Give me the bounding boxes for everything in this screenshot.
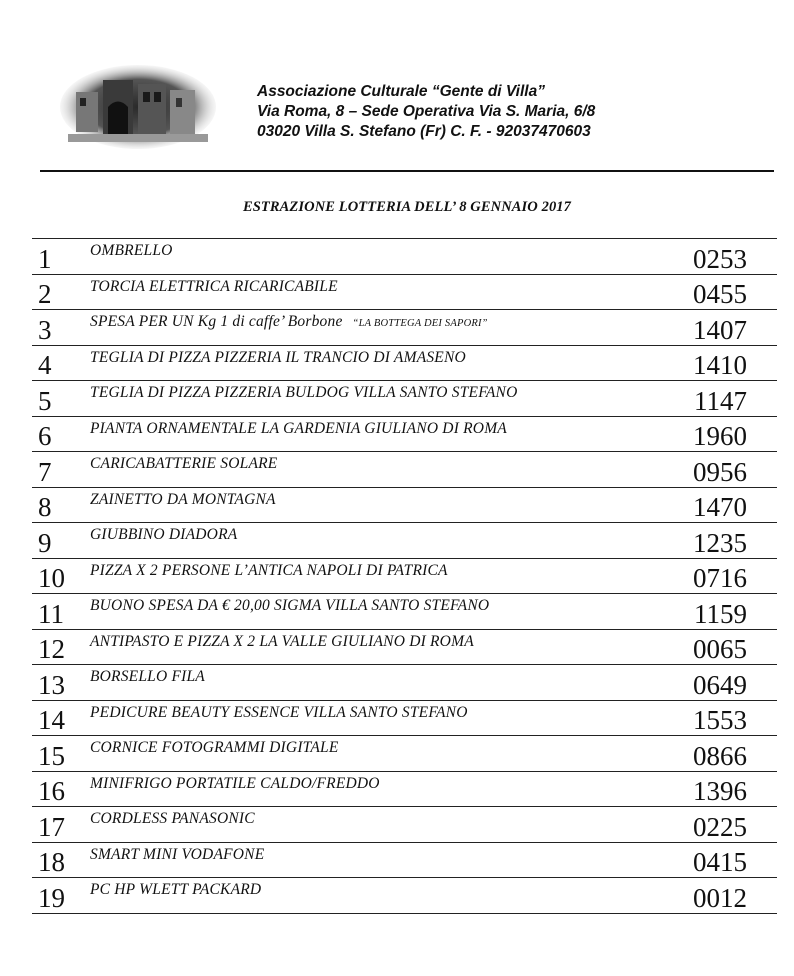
prize-note: “LA BOTTEGA DEI SAPORI”	[352, 318, 488, 329]
prize-description	[90, 313, 488, 331]
prize-description	[90, 597, 489, 615]
prize-description	[90, 739, 339, 757]
prize-description	[90, 704, 468, 722]
winning-ticket-number: 0866	[693, 740, 747, 771]
table-row	[32, 736, 777, 772]
prize-number: 4	[38, 350, 52, 380]
prize-number: 5	[38, 385, 52, 416]
table-row	[32, 594, 777, 630]
winning-ticket-number: 1960	[693, 421, 747, 451]
table-row	[32, 275, 777, 311]
prize-number: 14	[38, 705, 65, 735]
prize-number: 3	[38, 314, 52, 345]
table-row	[32, 381, 777, 417]
prize-text: SMART MINI VODAFONE	[90, 845, 265, 863]
winning-ticket-number: 1410	[693, 350, 747, 380]
prize-text: PIANTA ORNAMENTALE LA GARDENIA GIULIANO DI ROMA	[90, 419, 507, 437]
prize-number: 9	[38, 527, 52, 558]
table-row	[32, 843, 777, 879]
prize-number: 2	[38, 279, 52, 309]
prize-text: BORSELLO FILA	[90, 668, 205, 685]
table-row	[32, 665, 777, 701]
table-row	[32, 452, 777, 488]
winning-ticket-number: 0956	[693, 456, 747, 487]
header-line-3: 03020 Villa S. Stefano (Fr) C. F. - 92037470603	[257, 123, 591, 140]
prize-number: 18	[38, 847, 65, 877]
table-row	[32, 310, 777, 346]
prize-number: 6	[38, 421, 52, 451]
prize-text: GIUBBINO DIADORA	[90, 526, 238, 543]
prize-description	[90, 775, 380, 793]
prize-text: SPESA PER UN Kg 1 di caffe’ Borbone	[90, 313, 343, 330]
winning-ticket-number: 1147	[694, 385, 747, 416]
table-row	[32, 523, 777, 559]
winning-ticket-number: 1396	[693, 776, 747, 806]
prize-description	[90, 242, 173, 260]
header-line-1: Associazione Culturale “Gente di Villa”	[257, 83, 545, 100]
prize-description	[90, 278, 338, 296]
winning-ticket-number: 1407	[693, 314, 747, 345]
winning-ticket-number: 0065	[693, 634, 747, 664]
lottery-results-table	[32, 238, 777, 914]
header-divider	[40, 170, 774, 172]
prize-text: CORNICE FOTOGRAMMI DIGITALE	[90, 739, 339, 756]
prize-description	[90, 420, 507, 438]
prize-description	[90, 491, 276, 509]
prize-number: 12	[38, 634, 65, 664]
winning-ticket-number: 0253	[693, 243, 747, 274]
prize-description	[90, 349, 466, 367]
table-row	[32, 346, 777, 382]
table-row	[32, 772, 777, 808]
header-line-2: Via Roma, 8 – Sede Operativa Via S. Maria, 6/8	[257, 103, 596, 120]
prize-number: 15	[38, 740, 65, 771]
winning-ticket-number: 1470	[693, 492, 747, 522]
prize-number: 8	[38, 492, 52, 522]
prize-description	[90, 562, 448, 580]
prize-description	[90, 526, 237, 544]
table-row	[32, 630, 777, 666]
prize-text: CARICABATTERIE SOLARE	[90, 455, 278, 472]
prize-number: 7	[38, 456, 52, 487]
prize-text: ZAINETTO DA MONTAGNA	[90, 490, 276, 508]
prize-number: 10	[38, 563, 65, 593]
prize-text: ANTIPASTO E PIZZA X 2 LA VALLE GIULIANO DI ROMA	[90, 632, 474, 650]
village-street-photo-icon	[58, 62, 218, 152]
prize-description	[90, 384, 517, 402]
winning-ticket-number: 0716	[693, 563, 747, 593]
prize-text: TEGLIA DI PIZZA PIZZERIA BULDOG VILLA SANTO STEFANO	[90, 384, 518, 401]
prize-text: PC HP WLETT PACKARD	[90, 881, 262, 898]
table-row	[32, 417, 777, 453]
table-row	[32, 701, 777, 737]
prize-description	[90, 846, 264, 864]
prize-number: 17	[38, 811, 65, 842]
prize-text: PEDICURE BEAUTY ESSENCE VILLA SANTO STEFANO	[90, 703, 468, 721]
prize-number: 19	[38, 882, 65, 913]
prize-number: 1	[38, 243, 52, 274]
prize-number: 11	[38, 598, 64, 629]
table-row	[32, 559, 777, 595]
prize-description	[90, 633, 474, 651]
winning-ticket-number: 0649	[693, 669, 747, 700]
prize-number: 13	[38, 669, 65, 700]
prize-text: TEGLIA DI PIZZA PIZZERIA IL TRANCIO DI AMASENO	[90, 348, 466, 366]
prize-text: BUONO SPESA DA € 20,00 SIGMA VILLA SANTO STEFANO	[90, 597, 490, 614]
association-header	[257, 82, 777, 142]
prize-text: CORDLESS PANASONIC	[90, 810, 255, 827]
prize-text: TORCIA ELETTRICA RICARICABILE	[90, 277, 338, 295]
table-row	[32, 488, 777, 524]
winning-ticket-number: 1159	[694, 598, 747, 629]
prize-text: OMBRELLO	[90, 242, 173, 259]
prize-text: MINIFRIGO PORTATILE CALDO/FREDDO	[90, 774, 380, 792]
winning-ticket-number: 1235	[693, 527, 747, 558]
winning-ticket-number: 0455	[693, 279, 747, 309]
winning-ticket-number: 0225	[693, 811, 747, 842]
prize-description	[90, 455, 277, 473]
winning-ticket-number: 0415	[693, 847, 747, 877]
prize-text: PIZZA X 2 PERSONE L’ANTICA NAPOLI DI PATRICA	[90, 561, 448, 579]
winning-ticket-number: 0012	[693, 882, 747, 913]
table-row	[32, 878, 777, 914]
prize-description	[90, 881, 261, 899]
prize-description	[90, 668, 205, 686]
page-title: ESTRAZIONE LOTTERIA DELL’ 8 GENNAIO 2017	[242, 199, 571, 215]
prize-description	[90, 810, 255, 828]
table-row	[32, 807, 777, 843]
table-row	[32, 239, 777, 275]
prize-number: 16	[38, 776, 65, 806]
winning-ticket-number: 1553	[693, 705, 747, 735]
